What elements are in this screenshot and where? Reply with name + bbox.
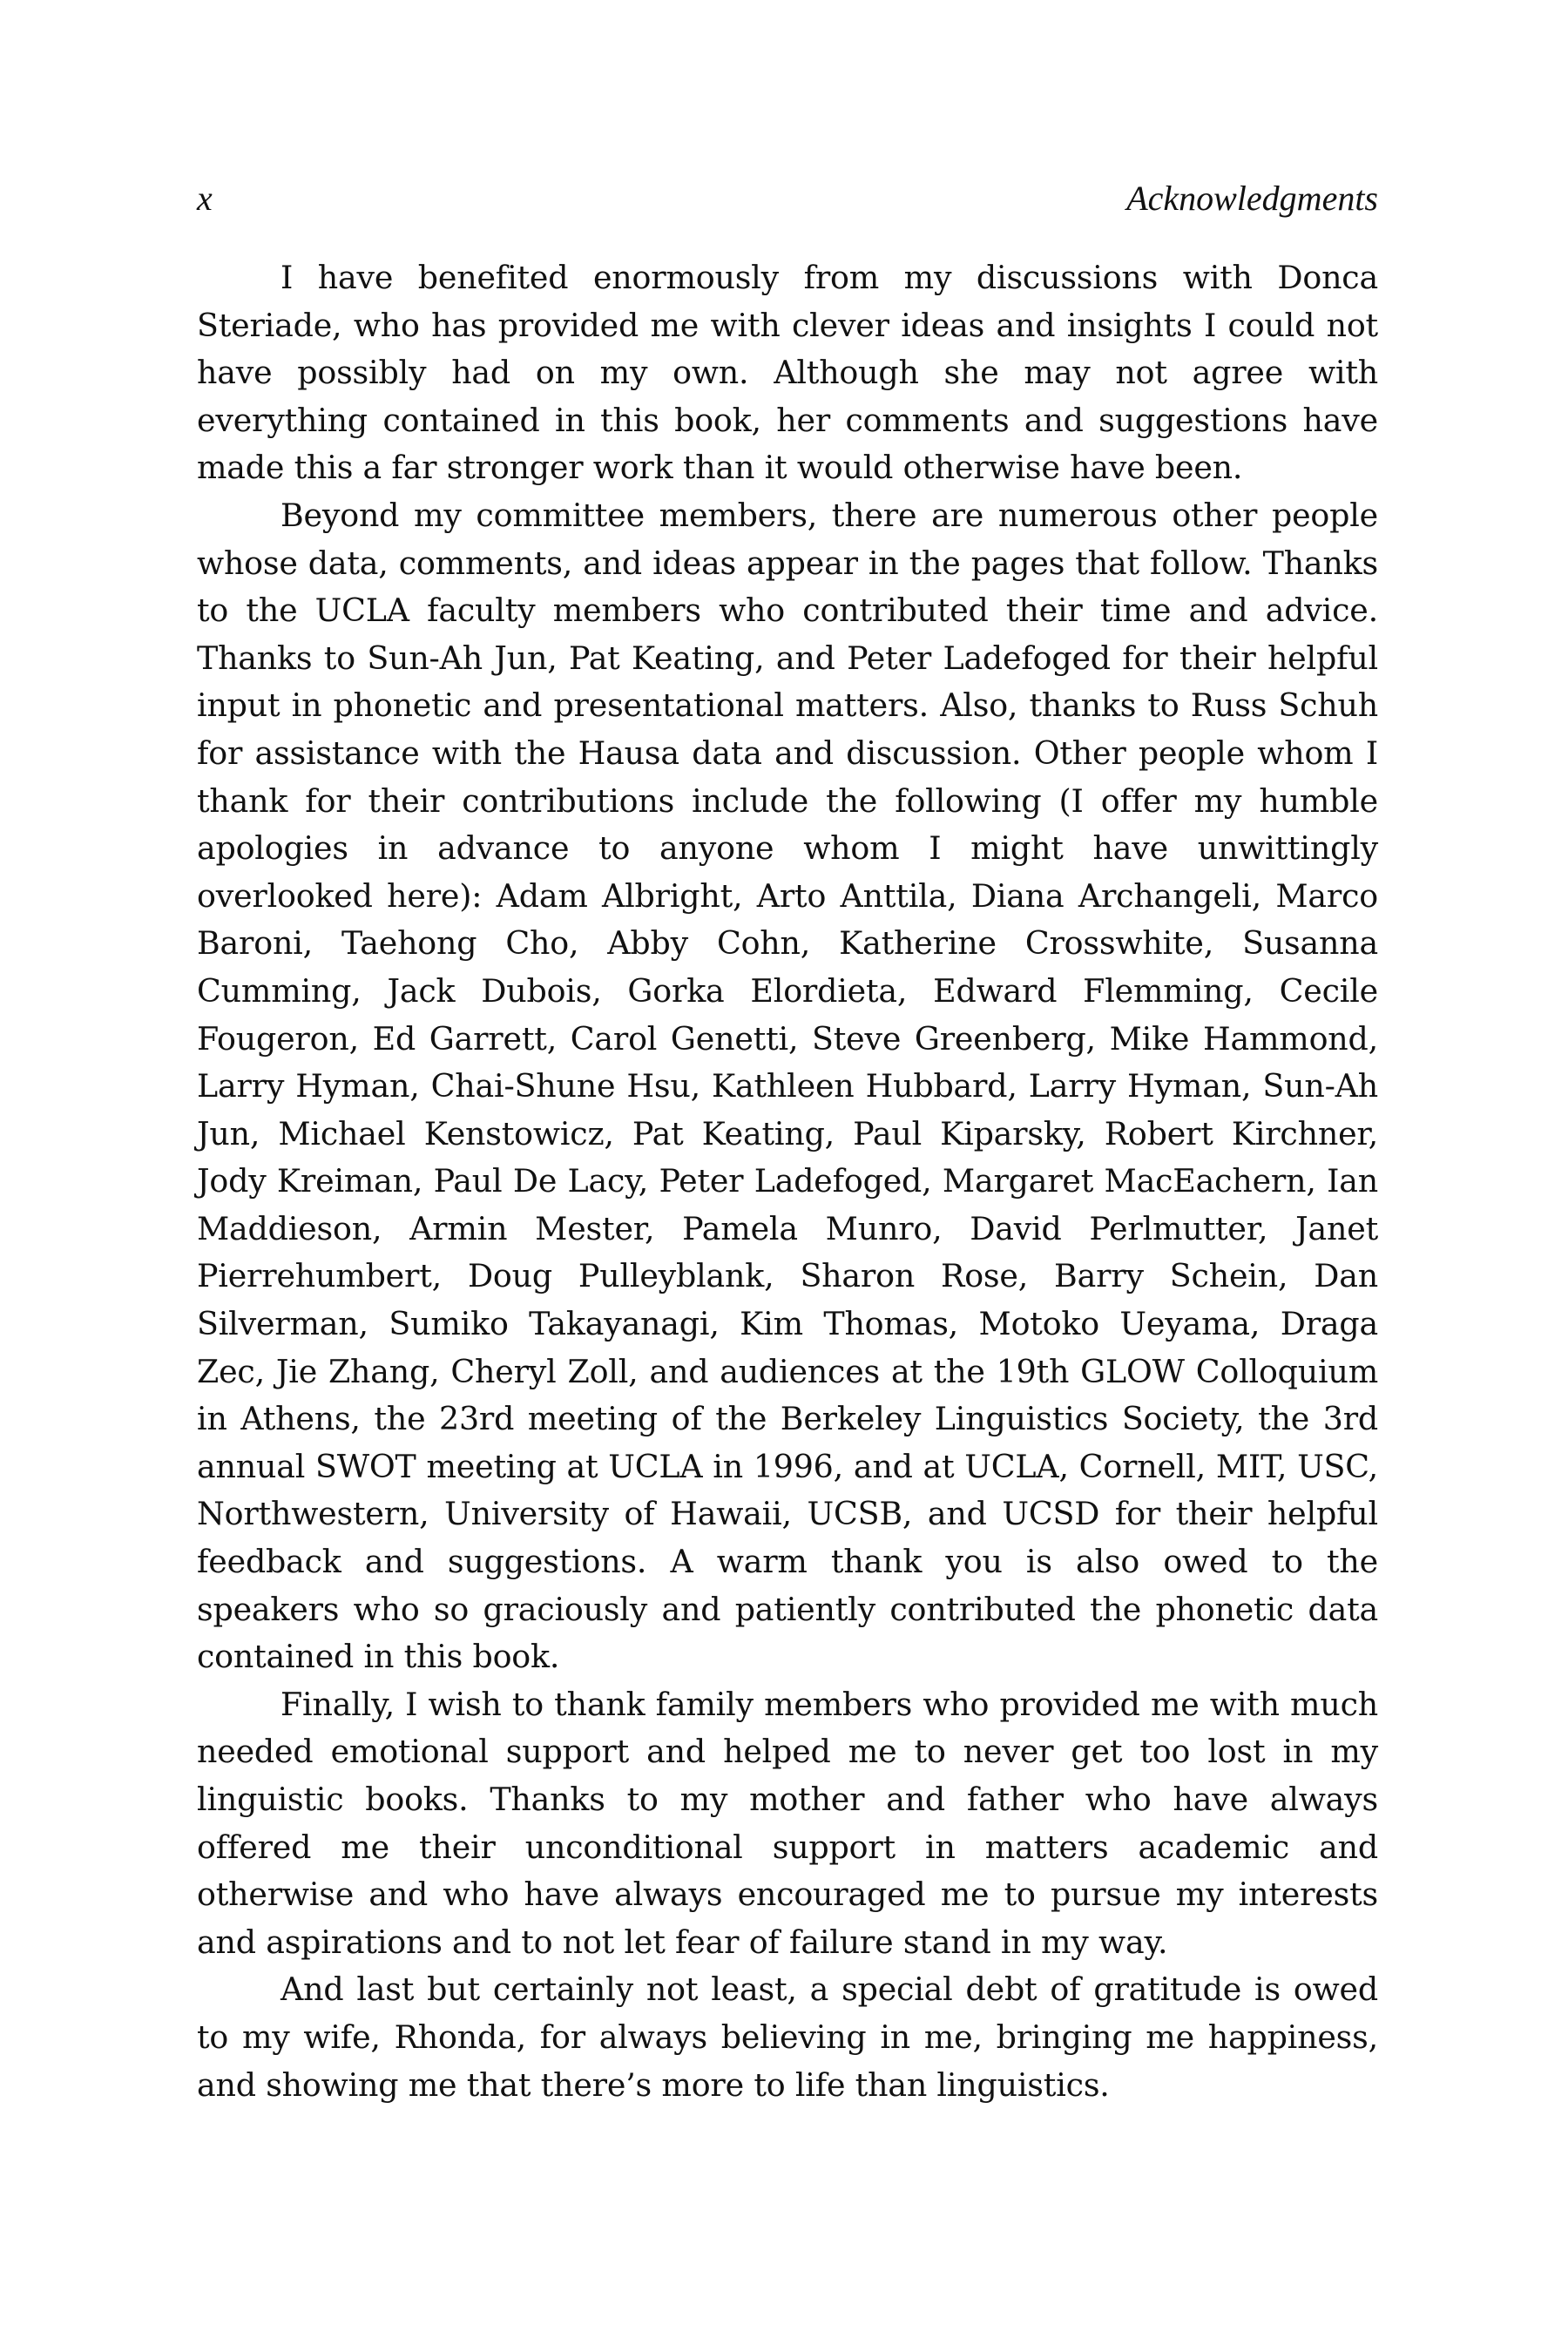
paragraph-wife: And last but certainly not least, a special debt of gratitude is owed to my wife, Rhonda, for always believing in me, bringing me happiness, and showing me that there’s more to life than linguistics.	[197, 1970, 1378, 2104]
section-title: Acknowledgments	[1126, 179, 1378, 218]
page-number: x	[197, 179, 213, 218]
paragraph-family: Finally, I wish to thank family members who provided me with much needed emotional support and helped me to never get too lost in my linguistic books. Thanks to my mother and father who have always offered me their unconditional support in matters academic and otherwise and who have always encouraged me to pursue my interests and aspirations and to not let fear of failure stand in my way.	[197, 1685, 1378, 1961]
paragraph-steriade: I have benefited enormously from my discussions with Donca Steriade, who has provided me with clever ideas and insights I could not have possibly had on my own. Although she may not agree with everything contained in this book, her comments and suggestions have made this a far stronger work than it would otherwise have been.	[197, 259, 1378, 487]
running-head	[197, 172, 1378, 225]
body-text	[197, 254, 1378, 2109]
paragraph-committee-and-contributors: Beyond my committee members, there are numerous other people whose data, comments, and ideas appear in the pages that follow. Thanks to the UCLA faculty members who contributed their time and advice. Thanks to Sun-Ah Jun, Pat Keating, and Peter Ladefoged for their helpful input in phonetic and presentational matters. Also, thanks to Russ Schuh for assistance with the Hausa data and discussion. Other people whom I thank for their contributions include the following (I offer my humble apologies in advance to anyone whom I might have unwittingly overlooked here): Adam Albright, Arto Anttila, Diana Archangeli, Marco Baroni, Taehong Cho, Abby Cohn, Katherine Crosswhite, Susanna Cumming, Jack Dubois, Gorka Elordieta, Edward Flemming, Cecile Fougeron, Ed Garrett, Carol Genetti, Steve Greenberg, Mike Hammond, Larry Hyman, Chai-Shune Hsu, Kathleen Hubbard, Larry Hyman, Sun-Ah Jun, Michael Kenstowicz, Pat Keating, Paul Kiparsky, Robert Kirchner, Jody Kreiman, Paul De Lacy, Peter Ladefoged, Margaret MacEachern, Ian Maddieson, Armin Mester, Pamela Munro, David Perlmutter, Janet Pierrehumbert, Doug Pulleyblank, Sharon Rose, Barry Schein, Dan Silverman, Sumiko Takayanagi, Kim Thomas, Motoko Ueyama, Draga Zec, Jie Zhang, Cheryl Zoll, and audiences at the 19th GLOW Colloquium in Athens, the 23rd meeting of the Berkeley Linguistics Society, the 3rd annual SWOT meeting at UCLA in 1996, and at UCLA, Cornell, MIT, USC, Northwestern, University of Hawaii, UCSB, and UCSD for their helpful feedback and suggestions. A warm thank you is also owed to the speakers who so graciously and patiently contributed the phonetic data contained in this book.	[197, 496, 1378, 1676]
